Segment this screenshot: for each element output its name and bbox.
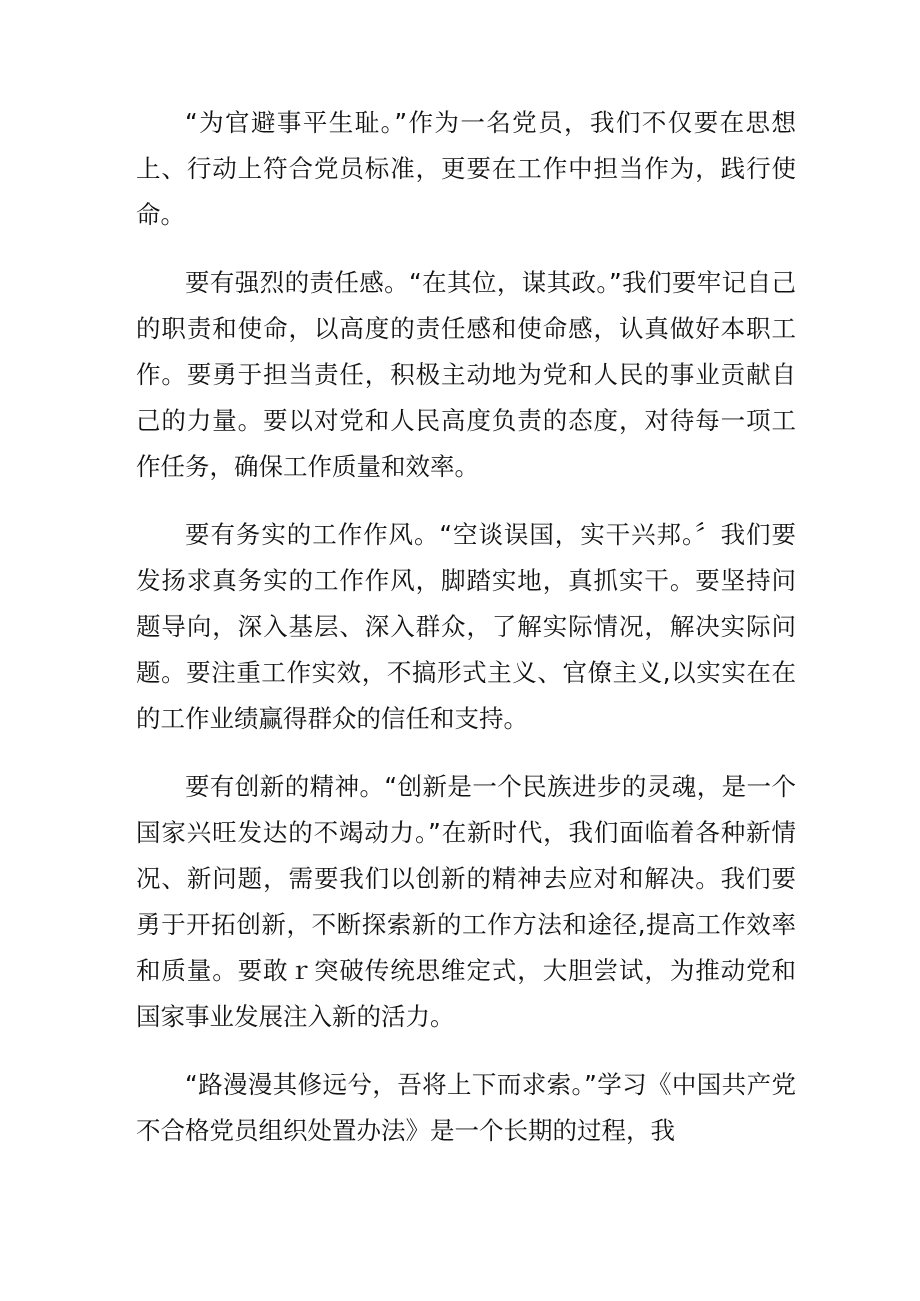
document-body bbox=[136, 100, 796, 1176]
paragraph-1: “为官避事平生耻。”作为一名党员，我们不仅要在思想上、行动上符合党员标准，更要在工作中担当作为，践行使命。 bbox=[136, 108, 796, 229]
paragraph-3: 要有务实的工作作风。“空谈误国，实干兴邦。〞我们要发扬求真务实的工作作风，脚踏实地，真抓实干。要坚持问题导向，深入基层、深入群众，了解实际情况，解决实际问题。要注重工作实效，不搞形式主义、官僚主义,以实实在在的工作业绩赢得群众的信任和支持。 bbox=[136, 520, 796, 733]
paragraph-2: 要有强烈的责任感。“在其位，谋其政。”我们要牢记自己的职责和使命，以高度的责任感和使命感，认真做好本职工作。要勇于担当责任，积极主动地为党和人民的事业贡献自己的力量。要以对党和人民高度负责的态度，对待每一项工作任务，确保工作质量和效率。 bbox=[136, 268, 796, 481]
paragraph-4: 要有创新的精神。“创新是一个民族进步的灵魂，是一个国家兴旺发达的不竭动力。”在新时代，我们面临着各种新情况、新问题，需要我们以创新的精神去应对和解决。我们要勇于开拓创新，不断探索新的工作方法和途径,提高工作效率和质量。要敢ｒ突破传统思维定式，大胆尝试，为推动党和国家事业发展注入新的活力。 bbox=[136, 772, 796, 1031]
paragraph-5: “路漫漫其修远兮，吾将上下而求索。”学习《中国共产党不合格党员组织处置办法》是一个长期的过程，我 bbox=[136, 1070, 796, 1145]
